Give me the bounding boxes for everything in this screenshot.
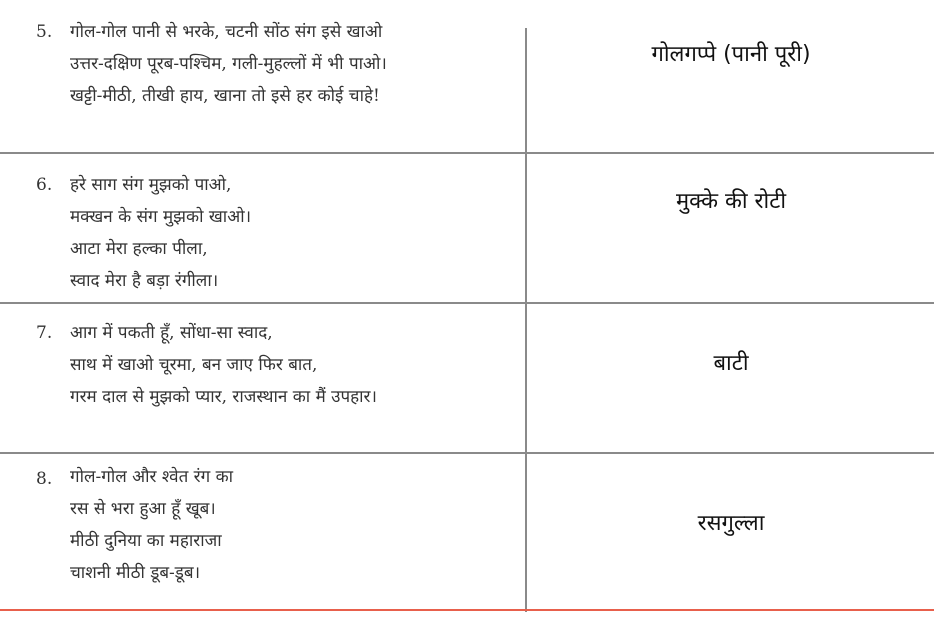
riddle-row-7: [0, 303, 936, 453]
riddle-number: 8.: [36, 469, 53, 489]
riddle-verse: [70, 16, 520, 112]
verse-line: हरे साग संग मुझको पाओ,: [70, 175, 232, 195]
riddle-number: 7.: [36, 323, 53, 343]
verse-line: आटा मेरा हल्का पीला,: [70, 239, 208, 259]
verse-line: उत्तर-दक्षिण पूरब-पश्चिम, गली-मुहल्लों में भी पाओ।: [70, 54, 387, 74]
verse-line: चाशनी मीठी डूब-डूब।: [70, 563, 201, 583]
verse-line: साथ में खाओ चूरमा, बन जाए फिर बात,: [70, 355, 318, 375]
riddle-answer: रसगुल्ला: [697, 511, 765, 536]
riddle-answer: बाटी: [713, 351, 749, 376]
verse-line: आग में पकती हूँ, सोंधा-सा स्वाद,: [70, 323, 273, 343]
riddle-verse: [70, 461, 520, 589]
bottom-rule: [0, 609, 934, 611]
verse-line: रस से भरा हुआ हूँ खूब।: [70, 499, 216, 519]
riddle-row-8: [0, 453, 936, 611]
riddle-number: 6.: [36, 175, 53, 195]
verse-line: स्वाद मेरा है बड़ा रंगीला।: [70, 271, 219, 291]
verse-line: गोल-गोल और श्वेत रंग का: [70, 467, 234, 487]
riddle-verse: [70, 317, 520, 413]
verse-line: खट्टी-मीठी, तीखी हाय, खाना तो इसे हर कोई चाहे!: [70, 86, 380, 106]
riddle-answer: मुक्के की रोटी: [675, 189, 787, 214]
riddle-row-5: [0, 0, 936, 153]
verse-line: गोल-गोल पानी से भरके, चटनी सोंठ संग इसे खाओ: [70, 22, 383, 42]
riddle-answer: गोलगप्पे (पानी पूरी): [651, 42, 811, 67]
verse-line: मीठी दुनिया का महाराजा: [70, 531, 222, 551]
verse-line: गरम दाल से मुझको प्यार, राजस्थान का मैं उपहार।: [70, 387, 377, 407]
riddle-verse: [70, 169, 520, 297]
riddle-row-6: [0, 153, 936, 303]
riddle-number: 5.: [36, 22, 53, 42]
verse-line: मक्खन के संग मुझको खाओ।: [70, 207, 252, 227]
